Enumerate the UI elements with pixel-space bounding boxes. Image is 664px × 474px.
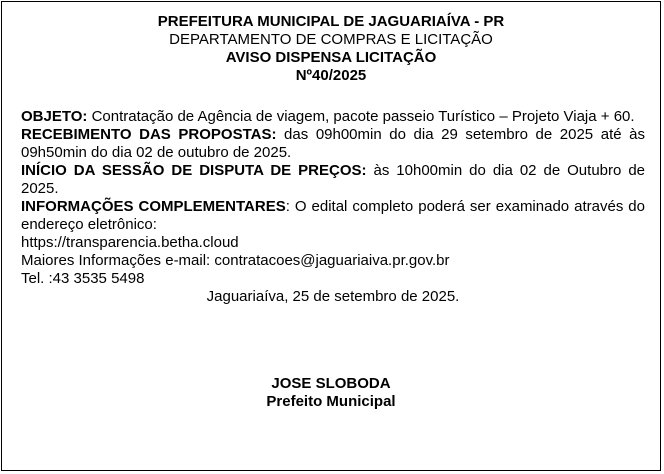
info-paragraph xyxy=(21,198,645,234)
info-text: : O edital completo poderá ser examinado através do endereço eletrônico: xyxy=(21,198,645,233)
department-title: DEPARTAMENTO DE COMPRAS E LICITAÇÃO xyxy=(169,31,493,48)
notice-box xyxy=(1,1,661,471)
notice-number: Nº40/2025 xyxy=(295,67,367,84)
notice-body xyxy=(21,108,645,306)
inicio-paragraph xyxy=(21,162,645,198)
signature-block xyxy=(2,375,660,411)
notice-title: AVISO DISPENSA LICITAÇÃO xyxy=(225,49,437,66)
url-line: https://transparencia.betha.cloud xyxy=(21,234,239,251)
info-label: INFORMAÇÕES COMPLEMENTARES xyxy=(21,198,286,215)
recebimento-label: RECEBIMENTO DAS PROPOSTAS: xyxy=(21,126,277,143)
signatory-name: JOSE SLOBODA xyxy=(271,375,391,392)
notice-header xyxy=(2,13,660,85)
inicio-text: às 10h00min do dia 02 de Outubro de 2025. xyxy=(21,162,645,197)
recebimento-paragraph xyxy=(21,126,645,162)
recebimento-text: das 09h00min do dia 29 setembro de 2025 até às 09h50min do dia 02 de outubro de 2025. xyxy=(21,126,645,161)
inicio-label: INÍCIO DA SESSÃO DE DISPUTA DE PREÇOS: xyxy=(21,162,367,179)
objeto-paragraph xyxy=(21,108,645,126)
objeto-text: Contratação de Agência de viagem, pacote passeio Turístico – Projeto Viaja + 60. xyxy=(87,108,635,125)
municipality-title: PREFEITURA MUNICIPAL DE JAGUARIAÍVA - PR xyxy=(157,13,505,30)
objeto-label: OBJETO: xyxy=(21,108,88,125)
tel-line: Tel. :43 3535 5498 xyxy=(21,270,145,287)
dateline: Jaguariaíva, 25 de setembro de 2025. xyxy=(206,288,460,305)
email-line: Maiores Informações e-mail: contratacoes@jaguariaiva.pr.gov.br xyxy=(21,252,450,269)
signatory-title: Prefeito Municipal xyxy=(266,393,396,410)
